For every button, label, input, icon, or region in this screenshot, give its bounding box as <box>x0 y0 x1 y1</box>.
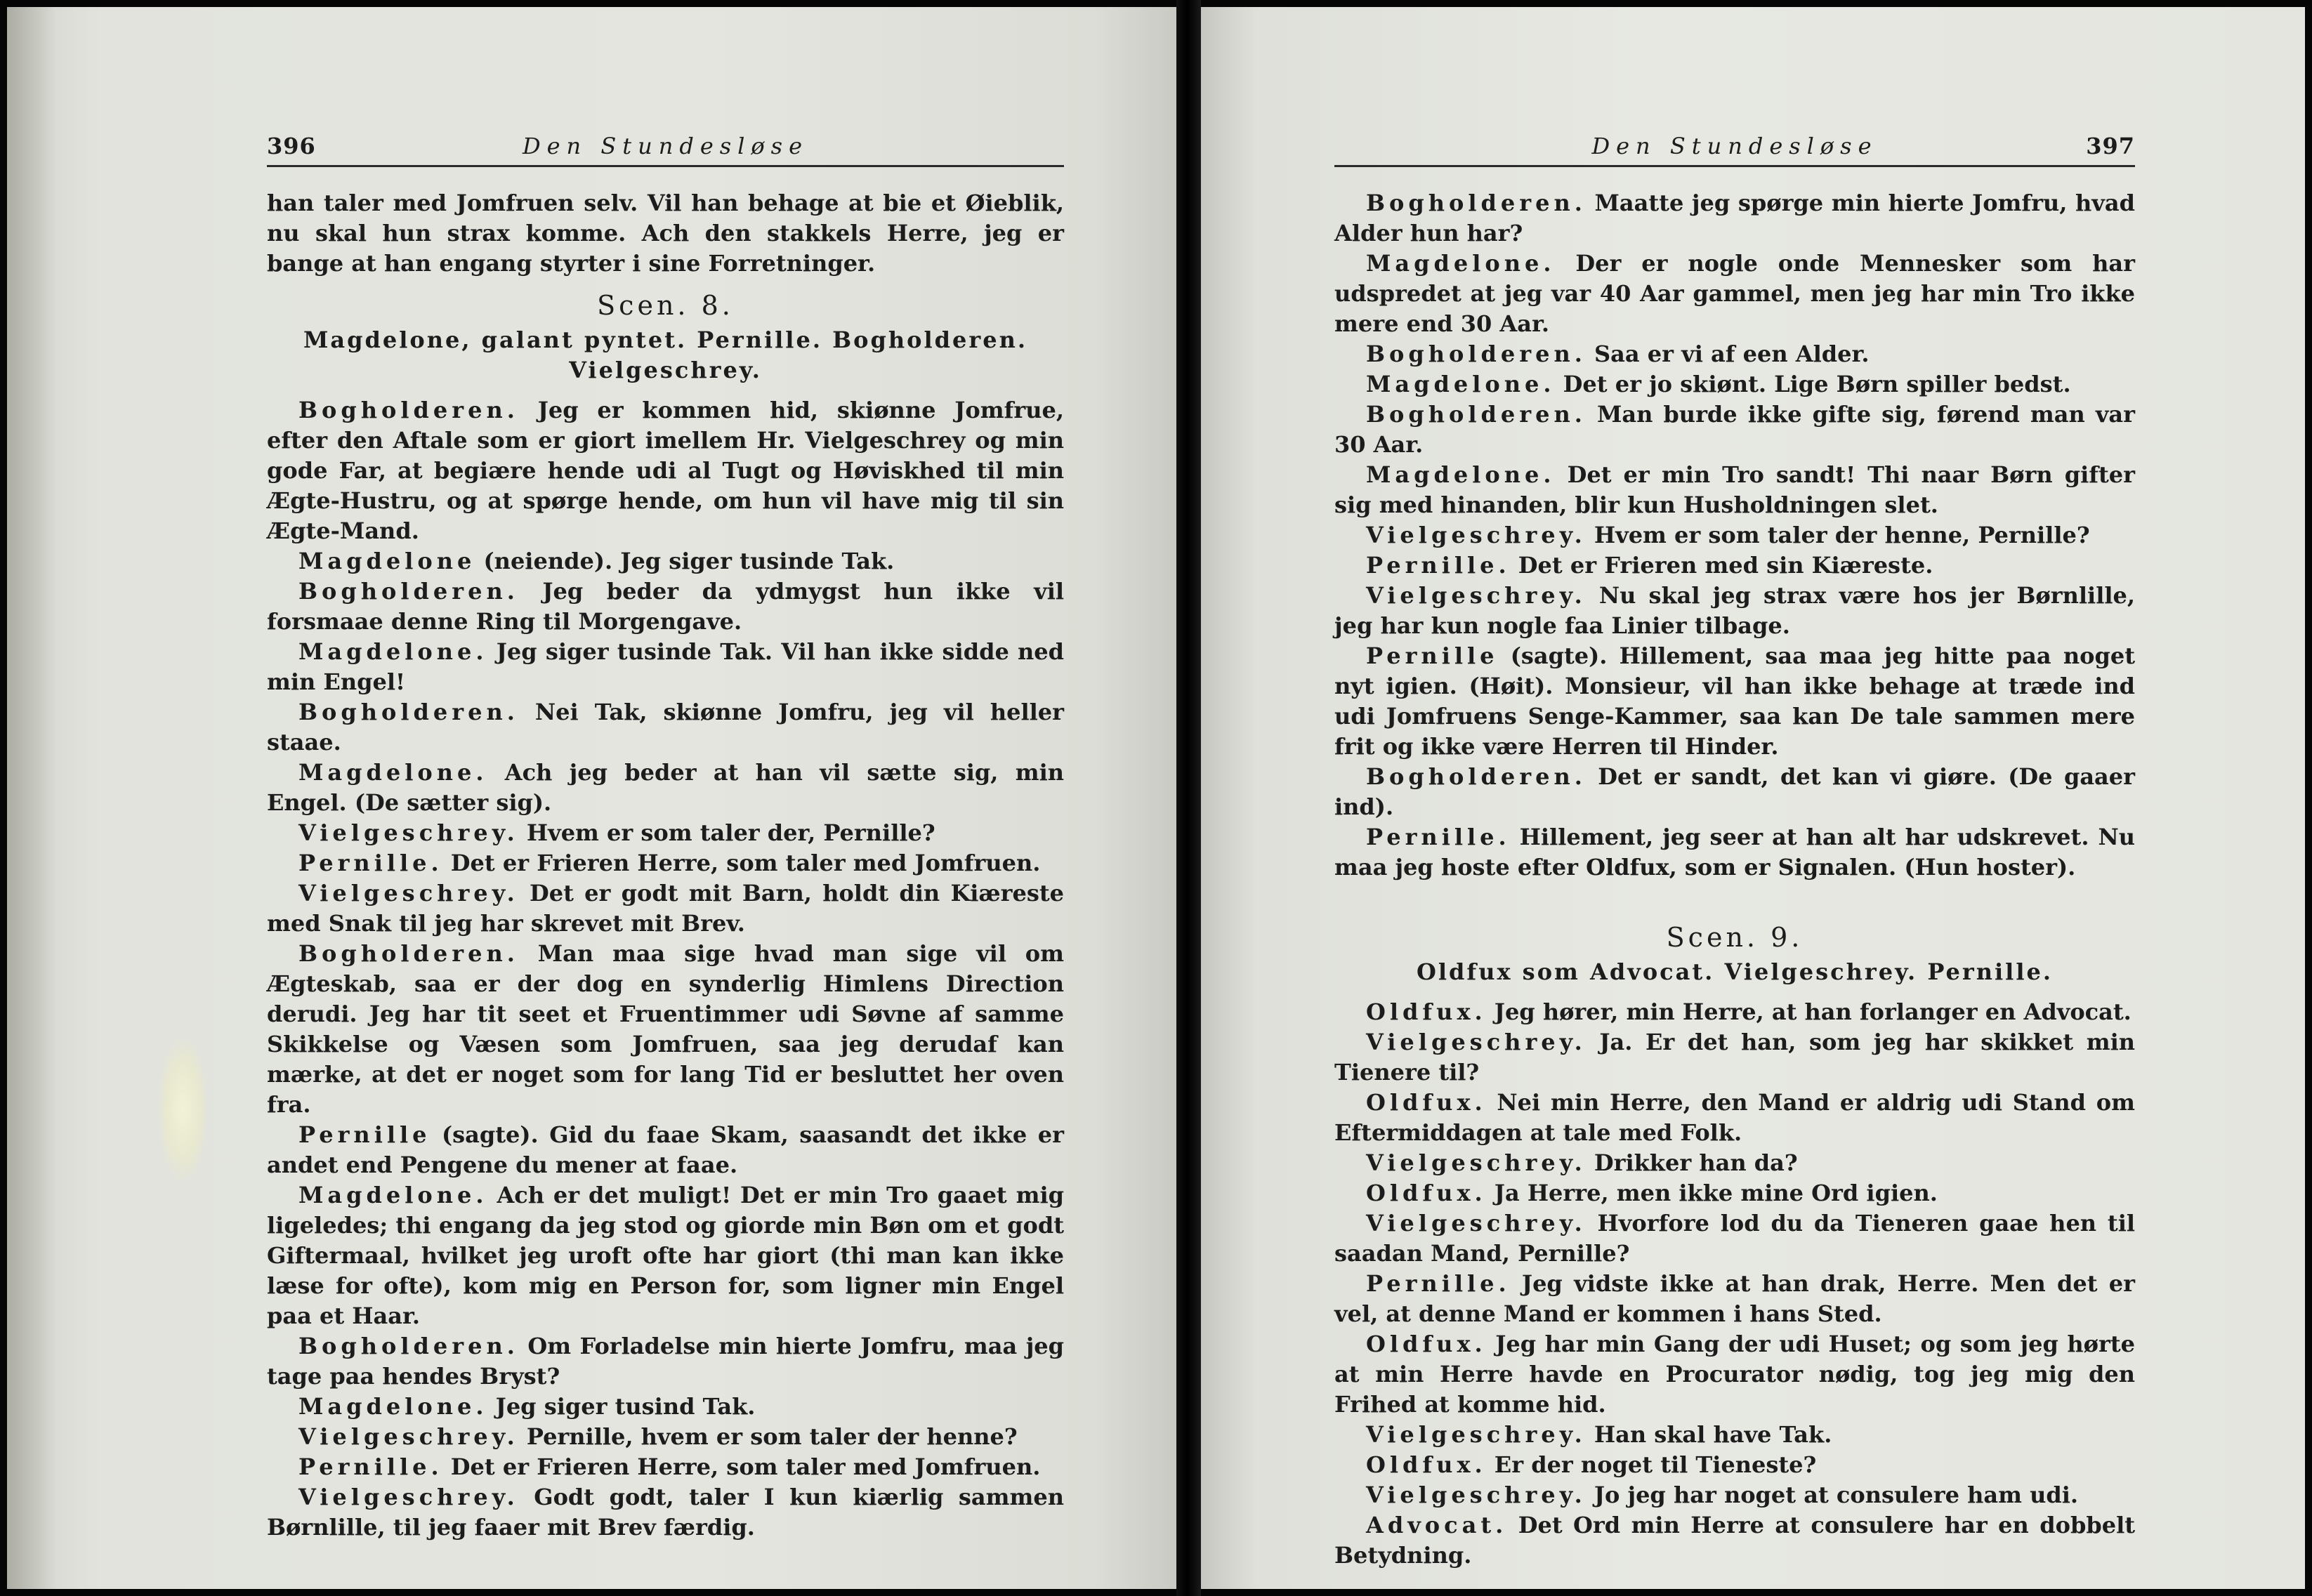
speaker-name: Vielgeschrey. <box>1366 1210 1587 1236</box>
section-spacer <box>1334 883 2135 911</box>
dialogue-line <box>267 1392 1064 1422</box>
speaker-name: Oldfux. <box>1366 1451 1487 1478</box>
speaker-name: Magdelone. <box>298 1393 488 1420</box>
speaker-name: Magdelone. <box>1366 250 1556 277</box>
speaker-name: Vielgeschrey. <box>298 1423 519 1450</box>
dialogue-line <box>267 1331 1064 1392</box>
speaker-name: Vielgeschrey. <box>1366 1029 1587 1055</box>
speaker-name: Magdelone <box>298 548 476 574</box>
speaker-name: Bogholderen. <box>1366 190 1587 216</box>
speaker-name: Advocat. <box>1366 1512 1508 1538</box>
speaker-name: Magdelone. <box>298 759 488 786</box>
left-page-body <box>267 188 1064 1543</box>
dialogue-line <box>267 939 1064 1120</box>
dialogue-text: (sagte). Hillement, saa maa jeg hitte paa noget nyt igien. (Høit). Monsieur, vil han ikke behage at træde ind udi Jomfruens Senge-Kammer, saa kan De tale sammen mere frit og ikke være Herren til Hinder. <box>1334 642 2135 760</box>
dialogue-line <box>1334 1329 2135 1420</box>
dialogue-line <box>1334 762 2135 822</box>
dialogue-text: Ach er det muligt! Det er min Tro gaaet mig ligeledes; thi engang da jeg stod og giorde min Bøn om et godt Giftermaal, hvilket jeg uroft ofte har giort (thi man kan ikke læse for ofte), kom mig en Person for, som ligner min Engel paa et Haar. <box>267 1182 1064 1329</box>
speaker-name: Vielgeschrey. <box>298 1484 519 1510</box>
speaker-name: Bogholderen. <box>1366 341 1587 367</box>
dialogue-line <box>267 1452 1064 1482</box>
dialogue-line <box>1334 188 2135 249</box>
dialogue-text: Jeg er kommen hid, skiønne Jomfrue, efter den Aftale som er giort imellem Hr. Vielgeschrey og min gode Far, at begiære hende udi al Tugt og Høviskhed til min Ægte-Hustru, og at spørge hende, om hun vil have mig til sin Ægte-Mand. <box>267 397 1064 544</box>
speaker-name: Magdelone. <box>1366 461 1556 488</box>
dialogue-line <box>1334 249 2135 339</box>
dialogue-text: Der er nogle onde Mennesker som har udspredet at jeg var 40 Aar gammel, men jeg har min Tro ikke mere end 30 Aar. <box>1334 250 2135 337</box>
speaker-name: Oldfux. <box>1366 998 1487 1025</box>
right-page-body <box>1334 188 2135 1571</box>
dialogue-line <box>267 576 1064 637</box>
thumb-glare <box>158 1039 207 1180</box>
cast-list: Magdelone, galant pyntet. Pernille. Bogholderen. Vielgeschrey. <box>303 327 1027 383</box>
right-page <box>1201 7 2305 1589</box>
dialogue-text: Jeg har min Gang der udi Huset; og som jeg hørte at min Herre havde en Procurator nødig, tog jeg mig den Frihed at komme hid. <box>1334 1331 2135 1418</box>
dialogue-line <box>267 697 1064 758</box>
dialogue-text: Nei Tak, skiønne Jomfru, jeg vil heller staae. <box>267 699 1064 756</box>
dialogue-text: Saa er vi af een Alder. <box>1586 341 1870 367</box>
dialogue-text: Ach jeg beder at han vil sætte sig, min Engel. (De sætter sig). <box>267 759 1064 816</box>
speaker-name: Magdelone. <box>298 638 488 665</box>
speaker-name: Vielgeschrey. <box>1366 1482 1587 1508</box>
dialogue-text: Hvorfore lod du da Tieneren gaae hen til saadan Mand, Pernille? <box>1334 1210 2135 1267</box>
dialogue-line <box>1334 550 2135 581</box>
dialogue-text: Det Ord min Herre at consulere har en dobbelt Betydning. <box>1334 1512 2135 1569</box>
speaker-name: Vielgeschrey. <box>1366 582 1587 609</box>
speaker-name: Oldfux. <box>1366 1089 1487 1116</box>
dialogue-text: Er der noget til Tieneste? <box>1486 1451 1817 1478</box>
dialogue-line <box>267 848 1064 878</box>
dialogue-text: Ja. Er det han, som jeg har skikket min Tienere til? <box>1334 1029 2135 1086</box>
dialogue-line <box>1334 1269 2135 1329</box>
dialogue-text: Jeg siger tusind Tak. <box>487 1393 756 1420</box>
dialogue-line <box>267 1482 1064 1543</box>
dialogue-line <box>1334 520 2135 550</box>
left-page-header <box>267 130 1064 167</box>
dialogue-line <box>1334 1148 2135 1178</box>
dialogue-line <box>267 1422 1064 1452</box>
dialogue-line <box>267 395 1064 546</box>
scene-heading: Scen. 9. <box>1666 922 1804 953</box>
dialogue-line <box>267 878 1064 939</box>
dialogue-line <box>1334 1450 2135 1480</box>
dialogue-line <box>1334 997 2135 1027</box>
dialogue-text: (sagte). Gid du faae Skam, saasandt det ikke er andet end Pengene du mener at faae. <box>267 1121 1064 1178</box>
page-stack-edge <box>7 7 56 1589</box>
dialogue-line <box>1334 1480 2135 1510</box>
dialogue-text: Hillement, jeg seer at han alt har udskrevet. Nu maa jeg hoste efter Oldfux, som er Signalen. (Hun hoster). <box>1334 824 2135 881</box>
speaker-name: Bogholderen. <box>298 397 519 423</box>
dialogue-text: Det er jo skiønt. Lige Børn spiller bedst. <box>1555 371 2071 397</box>
speaker-name: Oldfux. <box>1366 1331 1487 1357</box>
dialogue-text: Jo jeg har noget at consulere ham udi. <box>1586 1482 2079 1508</box>
dialogue-line <box>1334 1510 2135 1571</box>
dialogue-text: Jeg hører, min Herre, at han forlanger en Advocat. <box>1486 998 2132 1025</box>
book-spine <box>1176 0 1201 1596</box>
dialogue-text: Hvem er som taler der henne, Pernille? <box>1586 522 2090 548</box>
speaker-name: Bogholderen. <box>1366 401 1587 428</box>
dialogue-line <box>267 758 1064 818</box>
speaker-name: Bogholderen. <box>298 578 519 605</box>
dialogue-text: (neiende). Jeg siger tusinde Tak. <box>475 548 895 574</box>
dialogue-line <box>1334 641 2135 762</box>
dialogue-text: Hvem er som taler der, Pernille? <box>518 819 935 846</box>
speaker-name: Magdelone. <box>1366 371 1556 397</box>
dialogue-text: Pernille, hvem er som taler der henne? <box>518 1423 1018 1450</box>
dialogue-text: Det er min Tro sandt! Thi naar Børn gifter sig med hinanden, blir kun Husholdningen slet. <box>1334 461 2135 518</box>
scene-heading: Scen. 8. <box>597 290 734 321</box>
speaker-name: Vielgeschrey. <box>298 819 519 846</box>
paragraph: han taler med Jomfruen selv. Vil han behage at bie et Øieblik, nu skal hun strax komme. Ach den stakkels Herre, jeg er bange at han engang styrter i sine Forretninger. <box>267 190 1064 277</box>
dialogue-line <box>1334 460 2135 520</box>
cast-list: Oldfux som Advocat. Vielgeschrey. Pernille. <box>1417 958 2053 985</box>
dialogue-text: Han skal have Tak. <box>1586 1421 1832 1448</box>
dialogue-line <box>1334 400 2135 460</box>
dialogue-text: Det er Frieren Herre, som taler med Jomfruen. <box>442 1453 1041 1480</box>
speaker-name: Vielgeschrey. <box>298 880 519 906</box>
dialogue-line <box>267 1180 1064 1331</box>
dialogue-text: Drikker han da? <box>1586 1149 1798 1176</box>
dialogue-line <box>1334 1178 2135 1208</box>
dialogue-line <box>1334 369 2135 400</box>
dialogue-line <box>1334 581 2135 641</box>
dialogue-text: Det er godt mit Barn, holdt din Kiæreste med Snak til jeg har skrevet mit Brev. <box>267 880 1064 937</box>
speaker-name: Pernille <box>298 1121 431 1148</box>
dialogue-line <box>267 546 1064 576</box>
speaker-name: Oldfux. <box>1366 1180 1487 1206</box>
dialogue-line <box>267 1120 1064 1180</box>
dialogue-text: Om Forladelse min hierte Jomfru, maa jeg tage paa hendes Bryst? <box>267 1333 1064 1390</box>
speaker-name: Pernille. <box>1366 552 1511 579</box>
page-number: 396 <box>267 133 316 159</box>
speaker-name: Bogholderen. <box>298 940 519 967</box>
dialogue-text: Jeg beder da ydmygst hun ikke vil forsmaae denne Ring til Morgengave. <box>267 578 1064 635</box>
dialogue-text: Det er sandt, det kan vi giøre. (De gaaer ind). <box>1334 763 2135 820</box>
right-page-header <box>1334 130 2135 167</box>
running-head: Den Stundesløse <box>522 133 809 159</box>
dialogue-text: Det er Frieren med sin Kiæreste. <box>1510 552 1933 579</box>
dialogue-line <box>1334 339 2135 369</box>
speaker-name: Pernille. <box>1366 1270 1511 1297</box>
dialogue-line <box>1334 1208 2135 1269</box>
dialogue-line <box>1334 822 2135 883</box>
speaker-name: Magdelone. <box>298 1182 488 1208</box>
dialogue-text: Man burde ikke gifte sig, førend man var 30 Aar. <box>1334 401 2135 458</box>
speaker-name: Pernille. <box>298 850 443 876</box>
speaker-name: Vielgeschrey. <box>1366 1421 1587 1448</box>
page-number: 397 <box>2086 133 2135 159</box>
dialogue-text: Ja Herre, men ikke mine Ord igien. <box>1486 1180 1938 1206</box>
dialogue-line <box>1334 1088 2135 1148</box>
dialogue-text: Nei min Herre, den Mand er aldrig udi Stand om Eftermiddagen at tale med Folk. <box>1334 1089 2135 1146</box>
dialogue-line <box>267 818 1064 848</box>
dialogue-line <box>1334 1027 2135 1088</box>
dialogue-text: Det er Frieren Herre, som taler med Jomfruen. <box>442 850 1041 876</box>
left-page <box>7 7 1176 1589</box>
speaker-name: Pernille <box>1366 642 1499 669</box>
speaker-name: Pernille. <box>1366 824 1511 850</box>
dialogue-text: Jeg siger tusinde Tak. Vil han ikke sidde ned min Engel! <box>267 638 1064 695</box>
speaker-name: Bogholderen. <box>1366 763 1587 790</box>
dialogue-text: Jeg vidste ikke at han drak, Herre. Men det er vel, at denne Mand er kommen i hans Sted. <box>1334 1270 2135 1327</box>
dialogue-line <box>1334 1420 2135 1450</box>
running-head: Den Stundesløse <box>1591 133 1878 159</box>
dialogue-text: Maatte jeg spørge min hierte Jomfru, hvad Alder hun har? <box>1334 190 2135 246</box>
speaker-name: Bogholderen. <box>298 1333 519 1359</box>
speaker-name: Pernille. <box>298 1453 443 1480</box>
dialogue-text: Man maa sige hvad man sige vil om Ægteskab, saa er der dog en synderlig Himlens Direction derudi. Jeg har tit seet et Fruentimmer udi Søvne af samme Skikkelse og Væsen som Jomfruen, saa jeg derudaf kan mærke, at det er noget som for lang Tid er besluttet her oven fra. <box>267 940 1064 1118</box>
speaker-name: Vielgeschrey. <box>1366 1149 1587 1176</box>
dialogue-line <box>267 637 1064 697</box>
speaker-name: Vielgeschrey. <box>1366 522 1587 548</box>
dialogue-text: Godt godt, taler I kun kiærlig sammen Børnlille, til jeg faaer mit Brev færdig. <box>267 1484 1064 1541</box>
dialogue-text: Nu skal jeg strax være hos jer Børnlille, jeg har kun nogle faa Linier tilbage. <box>1334 582 2135 639</box>
speaker-name: Bogholderen. <box>298 699 519 725</box>
